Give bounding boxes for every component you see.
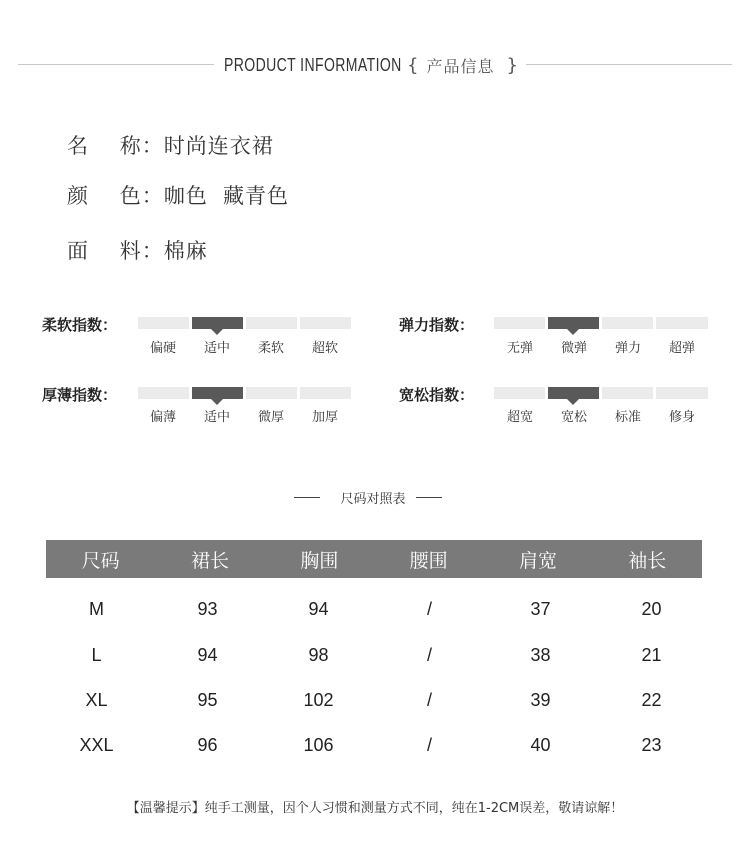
- table-cell: 21: [641, 645, 662, 665]
- brace-close: }: [506, 54, 518, 76]
- table-cell: 96: [197, 735, 218, 755]
- elasticity-pointer: [567, 329, 579, 335]
- table-row: [41, 645, 707, 669]
- looseness-option: 标准: [614, 410, 641, 425]
- thickness-option: 微厚: [257, 410, 284, 425]
- header-rule-right: [526, 64, 732, 65]
- table-cell: /: [426, 690, 432, 710]
- table-cell: 102: [303, 690, 334, 710]
- thickness-option: 加厚: [311, 410, 338, 425]
- table-cell: 38: [530, 645, 551, 665]
- thickness-pointer: [211, 399, 223, 405]
- elasticity-bar-4: [656, 317, 708, 329]
- softness-index-label: 柔软指数：: [42, 316, 118, 334]
- elasticity-bar-1: [494, 317, 545, 329]
- table-cell: /: [426, 599, 432, 619]
- info-value: 棉麻: [163, 239, 208, 263]
- elasticity-index-label: 弹力指数：: [399, 316, 475, 334]
- softness-option: 偏硬: [149, 341, 176, 356]
- looseness-option: 修身: [668, 410, 695, 425]
- table-cell: /: [426, 645, 432, 665]
- table-cell: 94: [308, 599, 329, 619]
- table-cell: 93: [197, 599, 218, 619]
- section-title: [224, 50, 524, 80]
- table-cell: M: [89, 599, 104, 619]
- header-cell: 肩宽: [518, 549, 557, 572]
- table-cell: 20: [641, 599, 662, 619]
- elasticity-option: 弹力: [614, 341, 641, 356]
- softness-bar-1: [138, 317, 189, 329]
- thickness-bar-3: [246, 387, 297, 399]
- info-row-name: [67, 130, 274, 160]
- elasticity-option: 无弹: [506, 341, 533, 356]
- info-row-color: [67, 180, 289, 210]
- info-label: 名 称：: [67, 134, 164, 158]
- thickness-bar-2: [192, 387, 243, 399]
- header-cell: 袖长: [628, 549, 667, 572]
- looseness-option: 宽松: [560, 410, 587, 425]
- header-cell: 胸围: [300, 549, 339, 572]
- softness-option: 柔软: [257, 341, 284, 356]
- elasticity-option: 超弹: [668, 341, 695, 356]
- table-cell: XXL: [79, 735, 114, 755]
- softness-pointer: [211, 329, 223, 335]
- info-row-fabric: [67, 235, 208, 265]
- section-title-en: PRODUCT INFORMATION: [224, 54, 402, 75]
- header-cell: 裙长: [190, 549, 229, 572]
- size-table-header: [46, 540, 702, 578]
- caption-rule-left: [294, 497, 320, 498]
- elasticity-option: 微弹: [560, 341, 587, 356]
- table-row: [41, 735, 707, 759]
- table-cell: 94: [197, 645, 218, 665]
- header-cell: 尺码: [81, 549, 120, 572]
- table-cell: 106: [303, 735, 334, 755]
- thickness-bar-1: [138, 387, 189, 399]
- softness-option: 超软: [311, 341, 338, 356]
- looseness-bar-2: [548, 387, 599, 399]
- softness-bar-3: [246, 317, 297, 329]
- table-cell: /: [426, 735, 432, 755]
- table-cell: 98: [308, 645, 329, 665]
- table-cell: 40: [530, 735, 551, 755]
- size-chart-caption: 尺码对照表: [340, 492, 406, 507]
- elasticity-bar-3: [602, 317, 653, 329]
- looseness-bar-1: [494, 387, 545, 399]
- looseness-pointer: [567, 399, 579, 405]
- table-cell: 22: [641, 690, 662, 710]
- thickness-index-label: 厚薄指数：: [42, 386, 118, 404]
- table-row: [41, 599, 707, 623]
- thickness-option: 偏薄: [149, 410, 176, 425]
- thickness-option: 适中: [203, 410, 230, 425]
- thickness-bar-4: [300, 387, 351, 399]
- softness-option: 适中: [203, 341, 230, 356]
- section-title-cn: 产品信息: [426, 56, 495, 76]
- looseness-bar-4: [656, 387, 708, 399]
- info-value: 时尚连衣裙: [163, 134, 274, 158]
- table-cell: XL: [85, 690, 108, 710]
- looseness-option: 超宽: [506, 410, 533, 425]
- looseness-bar-3: [602, 387, 653, 399]
- looseness-index-label: 宽松指数：: [399, 386, 475, 404]
- info-value: 咖色 藏青色: [163, 184, 290, 208]
- table-cell: L: [91, 645, 102, 665]
- table-cell: 37: [530, 599, 551, 619]
- softness-bar-2: [192, 317, 243, 329]
- softness-bar-4: [300, 317, 351, 329]
- info-label: 面 料：: [67, 239, 164, 263]
- brace-open: {: [407, 54, 419, 76]
- elasticity-bar-2: [548, 317, 599, 329]
- table-cell: 23: [641, 735, 662, 755]
- measurement-note: 【温馨提示】纯手工测量，因个人习惯和测量方式不同，纯在1-2CM误差，敬请谅解！: [126, 801, 624, 816]
- info-label: 颜 色：: [67, 184, 164, 208]
- caption-rule-right: [416, 497, 442, 498]
- table-row: [41, 690, 707, 714]
- header-rule-left: [18, 64, 214, 65]
- header-cell: 腰围: [409, 549, 448, 572]
- table-cell: 95: [197, 690, 218, 710]
- table-cell: 39: [530, 690, 551, 710]
